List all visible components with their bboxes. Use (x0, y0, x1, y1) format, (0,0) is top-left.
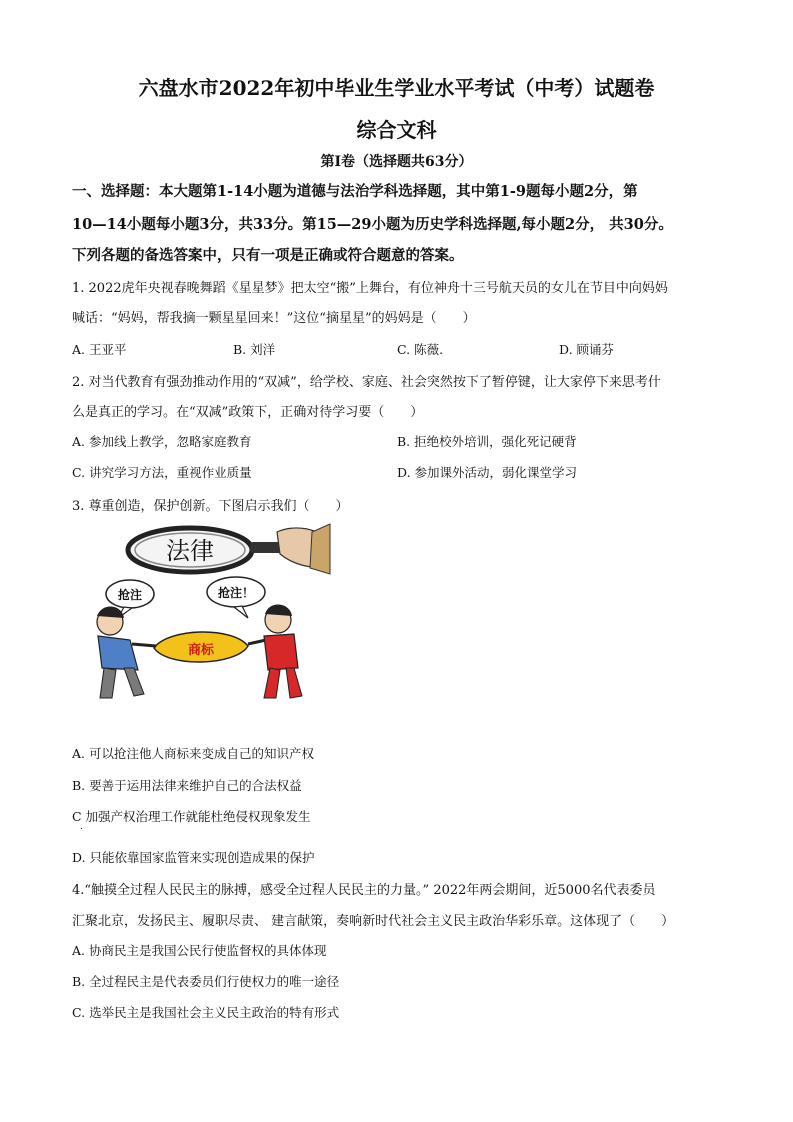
bubble-right-label: 抢注！ (217, 586, 255, 600)
q3-option-a: A. 可以抢注他人商标来变成自己的知识产权 (72, 746, 314, 761)
bubble-left-label: 抢注 (117, 588, 143, 602)
q3-stem: 3. 尊重创造，保护创新。下图启示我们（ ） (72, 499, 349, 514)
q2-option-b: B. 拒绝校外培训，强化死记硬背 (397, 434, 577, 449)
q4-stem-line-1: 4.“触摸全过程人民民主的脉搏，感受全过程人民民主的力量。” 2022年两会期间，近5000名代表委员 (72, 883, 656, 898)
instructions-line-1: 一、选择题：本大题第1-14小题为道德与法治学科选择题，其中第1-9题每小题2分，第 (72, 183, 638, 200)
q4-option-b: B. 全过程民主是代表委员们行使权力的唯一途径 (72, 974, 340, 989)
q4-option-c: C. 选举民主是我国社会主义民主政治的特有形式 (72, 1005, 340, 1020)
trademark-object-label: 商标 (187, 643, 215, 658)
q4-option-a: A. 协商民主是我国公民行使监督权的具体体现 (72, 943, 327, 958)
q3-option-d: D. 只能依靠国家监管来实现创造成果的保护 (72, 850, 315, 865)
instructions-line-2: 10—14小题每小题3分，共33分。第15—29小题为历史学科选择题,每小题2分， 共30分。 (72, 216, 673, 233)
lens-label: 法律 (166, 537, 214, 565)
q2-option-c: C. 讲究学习方法，重视作业质量 (72, 465, 252, 480)
q2-option-d: D. 参加课外活动，弱化课堂学习 (397, 465, 578, 480)
q1-option-b: B. 刘洋 (233, 342, 276, 357)
exam-title: 六盘水市2022年初中毕业生学业水平考试（中考）试题卷 (138, 76, 655, 100)
q4-stem-line-2: 汇聚北京，发扬民主、履职尽责、 建言献策，奏响新时代社会主义民主政治华彩乐章。这体现了（ ） (72, 914, 675, 929)
instructions-line-3: 下列各题的备选答案中，只有一项是正确或符合题意的答案。 (72, 247, 464, 264)
section-heading: 第Ⅰ卷（选择题共63分） (320, 154, 473, 170)
q1-option-c: C. 陈薇. (397, 342, 444, 357)
q2-option-a: A. 参加线上教学，忽略家庭教育 (72, 434, 252, 449)
trademark-cartoon-illustration (72, 518, 332, 704)
q2-stem-line-2: 么是真正的学习。在“双减”政策下，正确对待学习要（ ） (72, 405, 424, 420)
q3-option-c: C 加强产权治理工作就能杜绝侵权现象发生 (72, 809, 311, 824)
q1-option-d: D. 顾诵芬 (559, 342, 615, 357)
stray-mark: . (80, 822, 83, 832)
q1-stem-line-2: 喊话：“妈妈，帮我摘一颗星星回来！”这位“摘星星”的妈妈是（ ） (72, 311, 476, 326)
q1-option-a: A. 王亚平 (72, 342, 127, 357)
q2-stem-line-1: 2. 对当代教育有强劲推动作用的“双减”，给学校、家庭、社会突然按下了暂停键，让大家停下来思考什 (72, 375, 661, 390)
q3-option-b: B. 要善于运用法律来维护自己的合法权益 (72, 778, 302, 793)
exam-subtitle: 综合文科 (356, 118, 437, 142)
q1-stem-line-1: 1. 2022虎年央视春晚舞蹈《星星梦》把太空“搬”上舞台，有位神舟十三号航天员的女儿在节目中向妈妈 (72, 281, 668, 296)
